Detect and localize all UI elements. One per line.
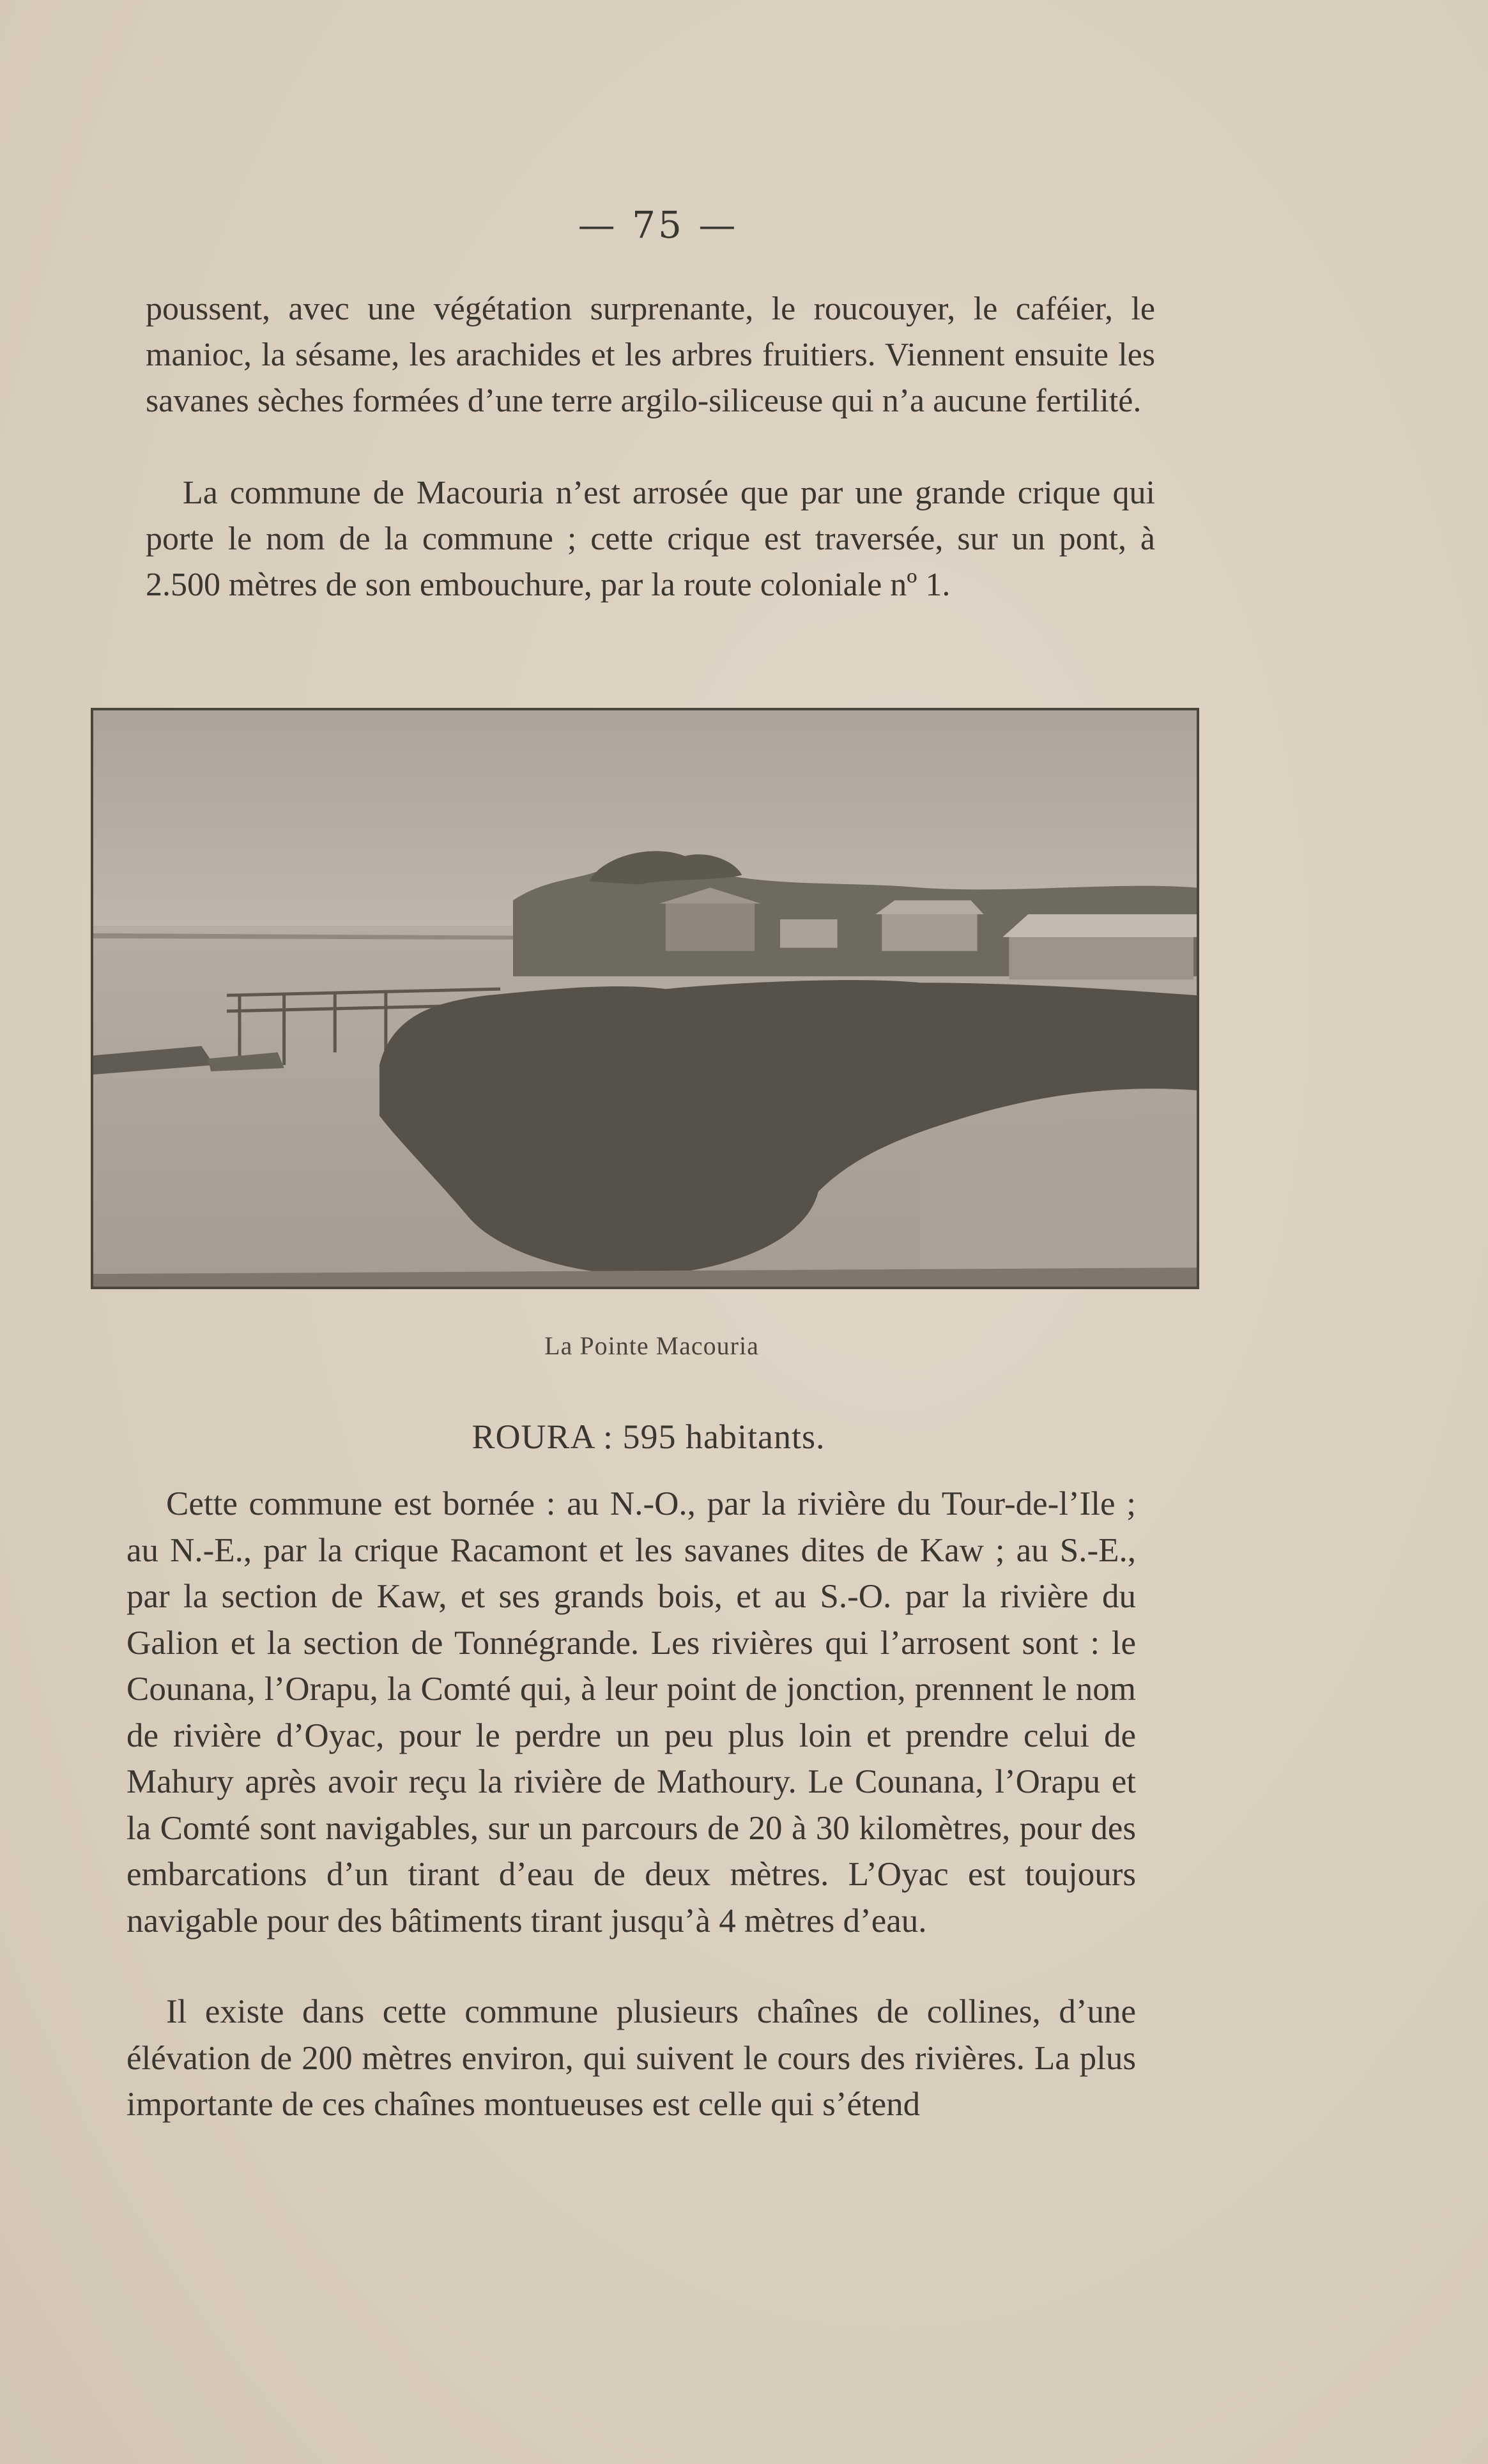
photo-caption: La Pointe Macouria <box>544 1331 759 1360</box>
photo-scene <box>93 710 1197 1287</box>
photo-pointe-macouria <box>91 708 1199 1289</box>
paragraph-macouria: La commune de Macouria n’est arrosée que par une grande crique qui porte le nom de la commune ; cette crique est traversée, sur un pont, à 2.500 mètres de son embouchure, par la route coloniale nº 1. <box>146 475 1155 603</box>
paragraph-intro: poussent, avec une végétation surprenante, le roucouyer, le caféier, le manioc, la sésame, les arachides et les arbres fruitiers. Viennent ensuite les savanes sèches formées d’une terre argilo-siliceuse qui n’a aucune fertilité. <box>146 291 1155 419</box>
mudflat <box>920 1115 1197 1287</box>
paragraph-roura-borders: Cette commune est bornée : au N.-O., par la rivière du Tour-de-l’Ile ; au N.-E., par la crique Racamont et les savanes dites de Kaw ; au S.-E., par la section de Kaw, et ses grands bois, et au S.-O. par la rivière du Galion et la section de Tonnégrande. Les rivières qui l’arrosent sont : le Counana, l’Orapu, la Comté qui, à leur point de jonction, prennent le nom de rivière d’Oyac, pour le perdre un peu plus loin et prendre celui de Mahury après avoir reçu la rivière de Mathoury. Le Counana, l’Orapu et la Comté sont navigables, sur un parcours de 20 à 30 kilomètres, pour des embarcations d’un tirant d’eau de deux mètres. L’Oyac est toujours navigable pour des bâtiments tirant jusqu’à 4 mètres d’eau. <box>127 1485 1136 1940</box>
section-heading-roura: ROURA : 595 habitants. <box>472 1418 825 1456</box>
paragraph-roura-hills: Il existe dans cette commune plusieurs chaînes de collines, d’une élévation de 200 mètres environ, qui suivent le cours des rivières. La plus importante de ces chaînes montueuses est celle qui s’étend <box>127 1993 1136 2123</box>
page-number: — 75 — <box>578 203 739 247</box>
